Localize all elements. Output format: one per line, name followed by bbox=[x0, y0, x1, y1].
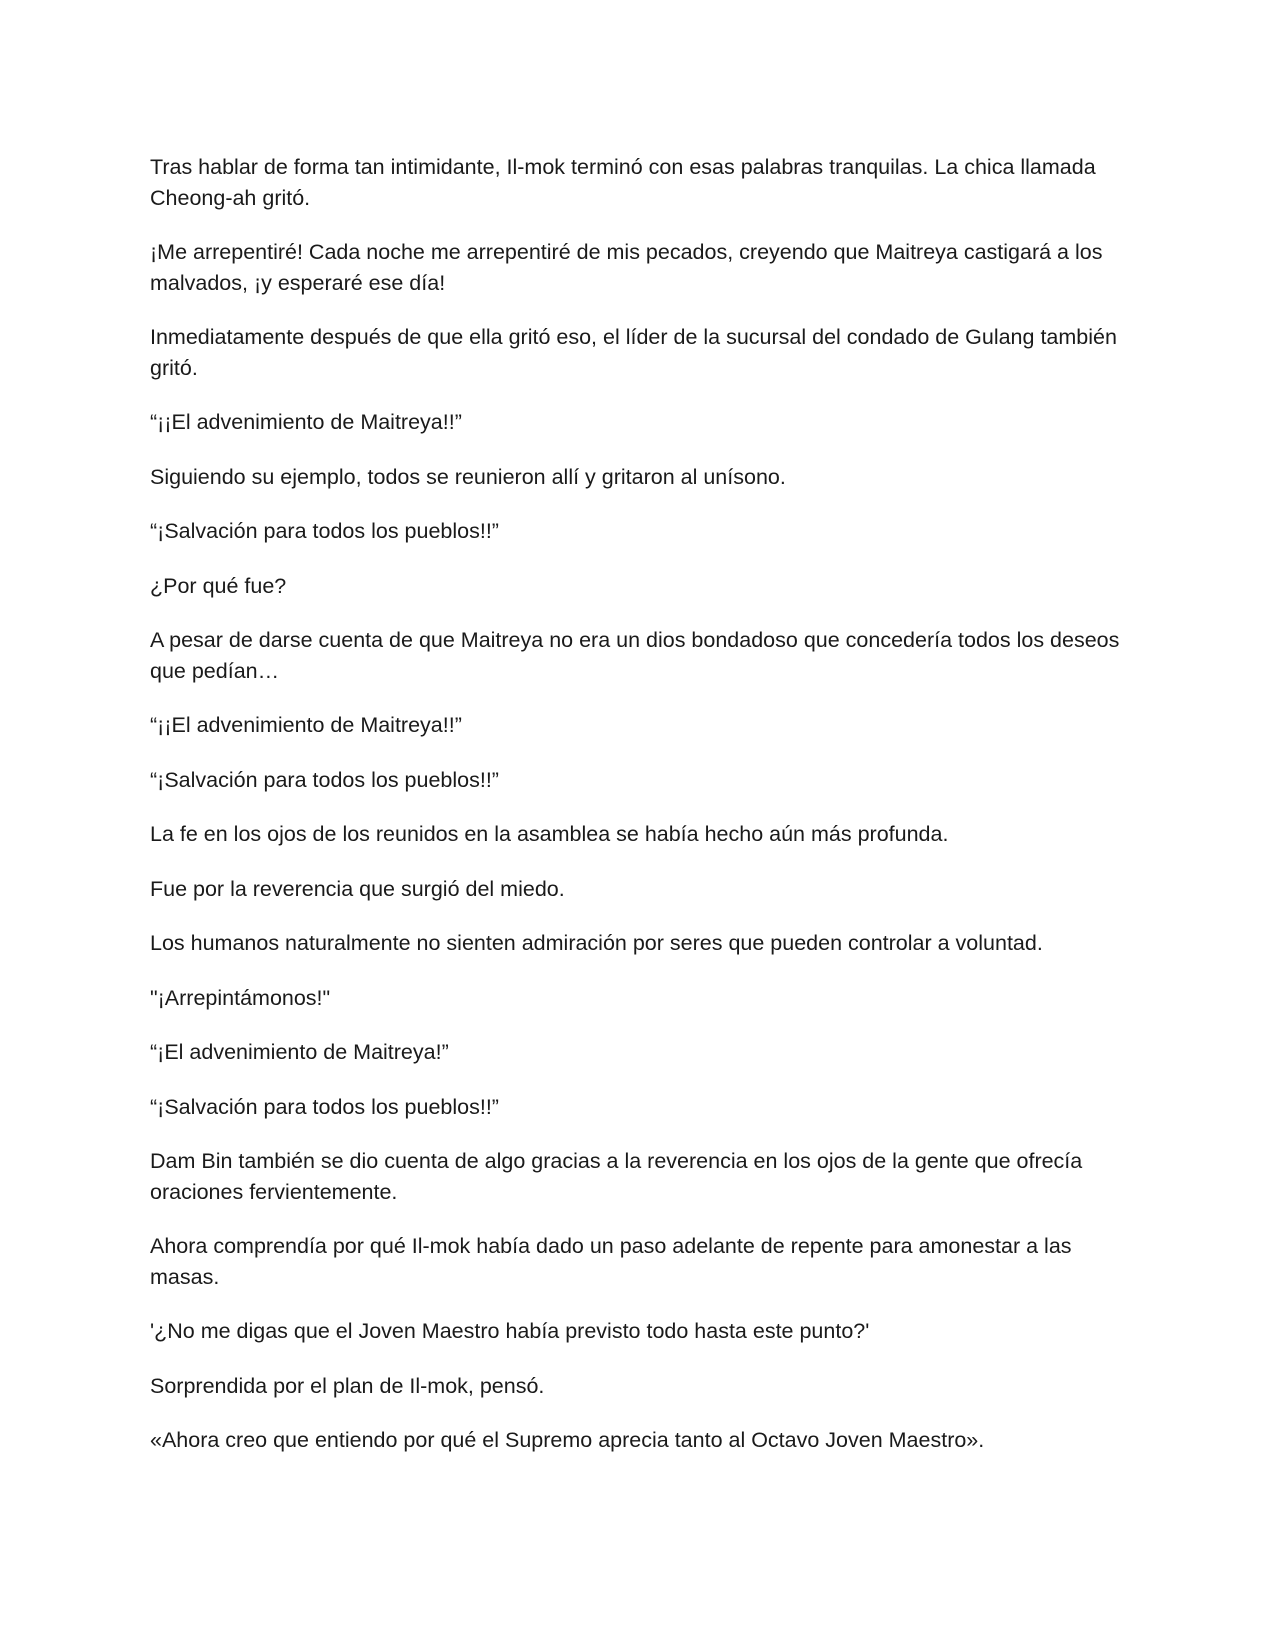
paragraph: «Ahora creo que entiendo por qué el Supremo aprecia tanto al Octavo Joven Maestro». bbox=[150, 1428, 985, 1452]
paragraph: Siguiendo su ejemplo, todos se reunieron allí y gritaron al unísono. bbox=[150, 464, 786, 489]
paragraph: ¿Por qué fue? bbox=[150, 573, 287, 598]
paragraph: '¿No me digas que el Joven Maestro había previsto todo hasta este punto?' bbox=[150, 1319, 870, 1343]
paragraph: “¡Salvación para todos los pueblos!!” bbox=[150, 519, 499, 543]
paragraph: Tras hablar de forma tan intimidante, Il-mok terminó con esas palabras tranquilas. La chica llamada Cheong-ah gritó. bbox=[150, 155, 1096, 210]
paragraph: “¡¡El advenimiento de Maitreya!!” bbox=[150, 713, 462, 737]
paragraph: ¡Me arrepentiré! Cada noche me arrepentiré de mis pecados, creyendo que Maitreya castigará a los malvados, ¡y esperaré ese día! bbox=[150, 240, 1103, 295]
paragraph: "¡Arrepintámonos!" bbox=[150, 985, 331, 1010]
paragraph: Fue por la reverencia que surgió del miedo. bbox=[150, 876, 565, 901]
paragraph: Sorprendida por el plan de Il-mok, pensó. bbox=[150, 1373, 545, 1398]
paragraph: Inmediatamente después de que ella gritó eso, el líder de la sucursal del condado de Gulang también gritó. bbox=[150, 325, 1117, 380]
paragraph: Los humanos naturalmente no sienten admiración por seres que pueden controlar a voluntad. bbox=[150, 931, 1043, 955]
paragraph: A pesar de darse cuenta de que Maitreya no era un dios bondadoso que concedería todos los deseos que pedían… bbox=[150, 628, 1120, 683]
paragraph: “¡El advenimiento de Maitreya!” bbox=[150, 1040, 449, 1064]
paragraph: “¡Salvación para todos los pueblos!!” bbox=[150, 1094, 499, 1119]
paragraph: Dam Bin también se dio cuenta de algo gracias a la reverencia en los ojos de la gente que ofrecía oraciones fervientemente. bbox=[150, 1149, 1083, 1204]
paragraph: Ahora comprendía por qué Il-mok había dado un paso adelante de repente para amonestar a las masas. bbox=[150, 1234, 1072, 1289]
paragraph: “¡¡El advenimiento de Maitreya!!” bbox=[150, 410, 462, 434]
paragraph: La fe en los ojos de los reunidos en la asamblea se había hecho aún más profunda. bbox=[150, 822, 949, 846]
paragraph: “¡Salvación para todos los pueblos!!” bbox=[150, 767, 499, 792]
document-body bbox=[150, 152, 1125, 1480]
